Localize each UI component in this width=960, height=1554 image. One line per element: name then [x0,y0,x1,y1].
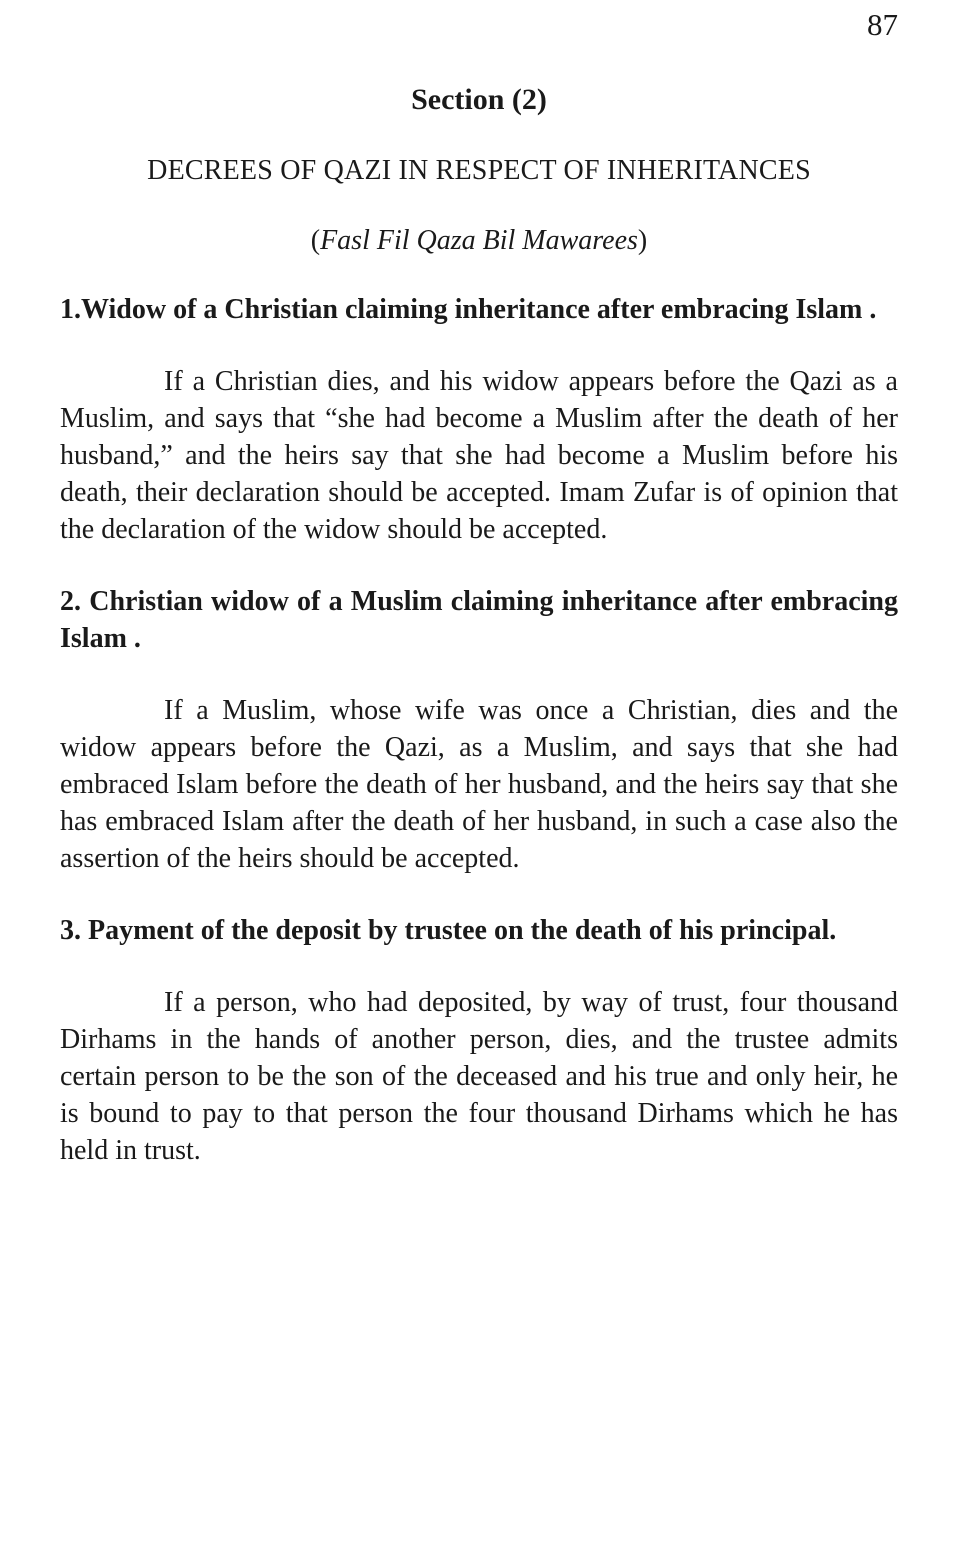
entry-2 [60,583,898,877]
transliteration-text: Fasl Fil Qaza Bil Mawarees [320,224,638,256]
entry-heading: 2. Christian widow of a Muslim claiming inheritance after embracing Islam . [60,586,898,655]
section-title: Section (2) [411,83,547,116]
entry-3 [60,912,898,1169]
entry-body: If a person, who had deposited, by way of trust, four thousand Dirhams in the hands of another person, dies, and the trustee admits certain person to be the son of the deceased and his true and only heir, he is bound to pay to that person the four thousand Dirhams which he has held in trust. [60,987,898,1167]
entry-heading: 1.Widow of a Christian claiming inheritance after embracing Islam . [60,294,877,326]
entry-body: If a Muslim, whose wife was once a Christian, dies and the widow appears before the Qazi, as a Muslim, and says that she had embraced Islam before the death of her husband, and the heirs say that she has embraced Islam after the death of her husband, in such a case also the assertion of the heirs should be accepted. [60,695,898,875]
section-subtitle: DECREES OF QAZI IN RESPECT OF INHERITANCES [147,155,811,186]
entry-1 [60,291,898,548]
entry-body: If a Christian dies, and his widow appears before the Qazi as a Muslim, and says that “she had become a Muslim after the death of her husband,” and the heirs say that she had become a Muslim before his death, their declaration should be accepted. Imam Zufar is of opinion that the declaration of the widow should be accepted. [60,366,898,546]
page-content [60,82,898,1204]
entry-heading: 3. Payment of the deposit by trustee on the death of his principal. [60,915,837,947]
section-transliteration: (Fasl Fil Qaza Bil Mawarees) [310,224,648,256]
page-number: 87 [867,7,898,42]
